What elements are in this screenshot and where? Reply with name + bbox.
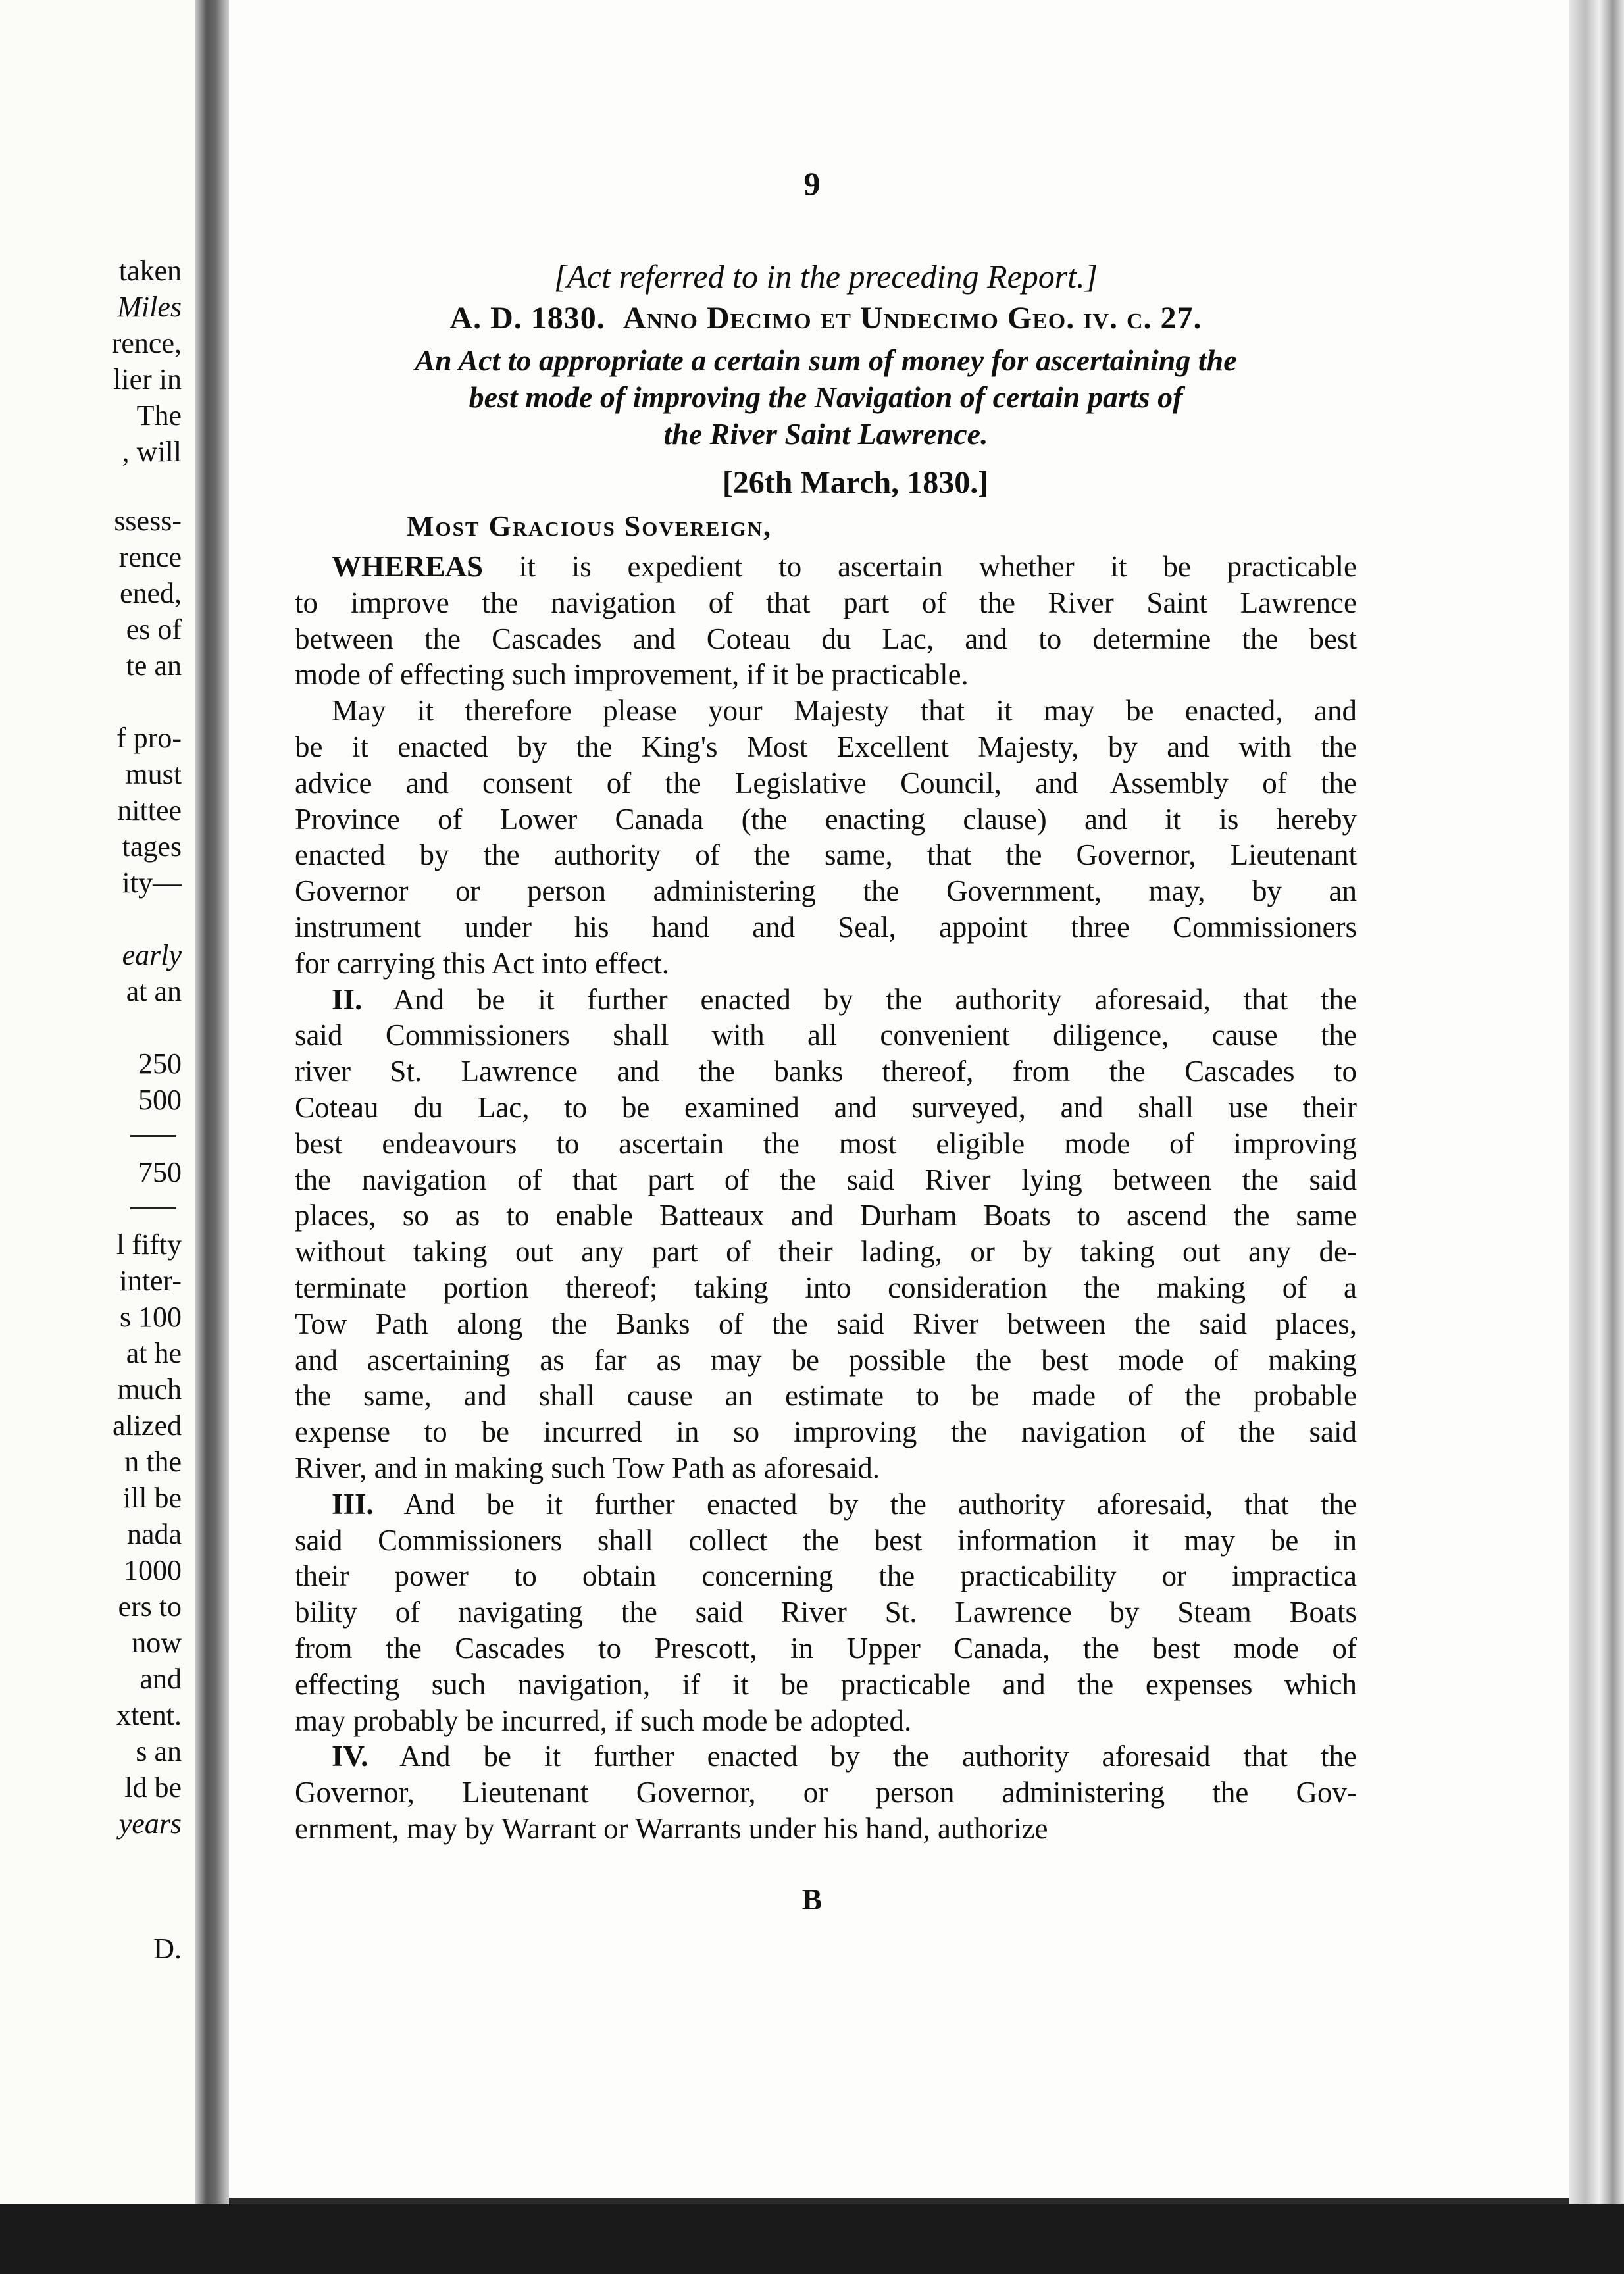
- left-page-fragment: 1000: [124, 1554, 182, 1586]
- paragraph-lead: WHEREAS: [332, 550, 484, 583]
- left-page-fragment: Miles: [117, 291, 182, 323]
- act-title-line: the River Saint Lawrence.: [663, 417, 988, 451]
- left-page-fragment: te an: [126, 649, 182, 682]
- left-page-fragment: 750: [138, 1156, 182, 1188]
- paragraph-line: may probably be incurred, if such mode be adopted.: [295, 1704, 912, 1737]
- left-page-fragment: alized: [112, 1409, 182, 1442]
- left-page-fragment: at he: [126, 1337, 182, 1369]
- left-page-fragment: rence: [118, 541, 182, 573]
- paragraph-lead: IV.: [332, 1740, 368, 1773]
- act-date: [26th March, 1830.]: [722, 465, 989, 500]
- paragraph-line: [295, 1486, 1357, 1523]
- left-page-fragment: D.: [153, 1933, 182, 1965]
- left-page-fragment: ity—: [122, 867, 182, 899]
- paragraph-line: between the Cascades and Coteau du Lac, and to determine the best: [295, 622, 1357, 655]
- left-page-fragment: at an: [126, 975, 182, 1007]
- paragraph-line: bility of navigating the said River St. Lawrence by Steam Boats: [295, 1596, 1357, 1629]
- act-paragraph: [295, 1486, 1357, 1739]
- paragraph-line: Coteau du Lac, to be examined and surveyed, and shall use their: [295, 1090, 1357, 1124]
- act-title-line: An Act to appropriate a certain sum of money for ascertaining the: [415, 343, 1237, 377]
- left-page-fragment: The: [136, 399, 182, 432]
- paragraphs: [295, 549, 1357, 1847]
- document-body: [295, 257, 1357, 1847]
- referred-header: [Act referred to in the preceding Report.]: [553, 258, 1098, 295]
- act-paragraph: [295, 1738, 1357, 1846]
- paragraph-line-text: And be it further enacted by the authority aforesaid that the: [368, 1740, 1357, 1773]
- paragraph-line: [295, 1738, 1357, 1775]
- paragraph-line-text: May it therefore please your Majesty that it may be enacted, and: [332, 694, 1357, 728]
- paragraph-line: Governor or person administering the Government, may, by an: [295, 874, 1357, 908]
- paragraph-line: [295, 549, 1357, 585]
- act-paragraph: [295, 982, 1357, 1486]
- left-page-fragment: 250: [138, 1048, 182, 1080]
- act-title-line: best mode of improving the Navigation of certain parts of: [469, 380, 1183, 414]
- act-regnal-year: Anno Decimo et Undecimo Geo. iv. c. 27.: [622, 301, 1202, 336]
- left-page-fragment: n the: [124, 1446, 182, 1478]
- paragraph-line: [295, 982, 1357, 1018]
- book-gutter: [195, 0, 229, 2211]
- left-page-rule: [130, 1135, 176, 1137]
- paragraph-line-text: And be it further enacted by the authority aforesaid, that the: [362, 982, 1357, 1016]
- left-page-fragment: ill be: [122, 1482, 182, 1514]
- paragraph-lead: II.: [332, 982, 363, 1016]
- left-page-fragment: rence,: [111, 327, 182, 359]
- left-page-fragment: es of: [126, 613, 182, 645]
- act-paragraph: [295, 693, 1357, 981]
- left-page-fragment: much: [117, 1373, 182, 1405]
- paragraph-line: best endeavours to ascertain the most eligible mode of improving: [295, 1126, 1357, 1160]
- left-page-fragment: nada: [126, 1518, 182, 1550]
- paragraph-line-text: And be it further enacted by the authority aforesaid, that the: [373, 1487, 1357, 1521]
- left-page-fragment: taken: [118, 255, 182, 287]
- paragraph-lead: III.: [332, 1487, 374, 1521]
- paragraph-line: instrument under his hand and Seal, appoint three Commissioners: [295, 910, 1357, 944]
- paragraph-line: their power to obtain concerning the practicability or impractica: [295, 1559, 1357, 1593]
- paragraph-line: enacted by the authority of the same, that the Governor, Lieutenant: [295, 838, 1357, 872]
- left-page-fragment: must: [125, 758, 182, 790]
- left-facing-page: [0, 0, 195, 2211]
- paragraph-line: ernment, may by Warrant or Warrants under his hand, authorize: [295, 1811, 1048, 1845]
- paragraph-line: to improve the navigation of that part of the River Saint Lawrence: [295, 586, 1357, 619]
- left-page-fragment: ers to: [118, 1590, 182, 1623]
- left-page-rule: [130, 1207, 176, 1209]
- paragraph-line: effecting such navigation, if it be practicable and the expenses which: [295, 1667, 1357, 1701]
- paragraph-line: river St. Lawrence and the banks thereof, from the Cascades to: [295, 1055, 1357, 1088]
- left-page-fragment: early: [122, 939, 182, 971]
- paragraph-line-text: it is expedient to ascertain whether it be practicable: [483, 550, 1357, 583]
- left-page-fragment: lier in: [113, 363, 182, 395]
- left-page-fragment: nittee: [117, 794, 182, 826]
- paragraph-line: said Commissioners shall collect the best information it may be in: [295, 1523, 1357, 1557]
- left-page-fragment: now: [132, 1627, 182, 1659]
- left-page-fragment: l fifty: [116, 1228, 182, 1261]
- left-page-fragment: s an: [136, 1735, 182, 1767]
- paragraph-line: the same, and shall cause an estimate to be made of the probable: [295, 1379, 1357, 1413]
- left-page-fragment: , will: [122, 436, 182, 468]
- paragraph-line: and ascertaining as far as may be possible the best mode of making: [295, 1343, 1357, 1377]
- paragraph-line: [295, 693, 1357, 729]
- left-page-fragment: inter-: [119, 1265, 182, 1297]
- left-page-fragment: f pro-: [116, 722, 182, 754]
- paragraph-line: mode of effecting such improvement, if it be practicable.: [295, 658, 969, 692]
- act-year: A. D. 1830.: [449, 301, 605, 336]
- paragraph-line: advice and consent of the Legislative Council, and Assembly of the: [295, 766, 1357, 799]
- paragraph-line: from the Cascades to Prescott, in Upper Canada, the best mode of: [295, 1631, 1357, 1665]
- left-page-fragment: tages: [122, 830, 182, 863]
- act-citation: [295, 299, 1357, 338]
- act-title: [295, 342, 1357, 453]
- paragraph-line: Province of Lower Canada (the enacting clause) and it is hereby: [295, 802, 1357, 836]
- left-page-fragment: years: [118, 1807, 182, 1840]
- page-number: 9: [803, 165, 821, 202]
- left-page-fragment: ened,: [119, 577, 182, 609]
- left-page-fragment: ssess-: [114, 505, 182, 537]
- left-page-fragment: ld be: [124, 1771, 182, 1804]
- paragraph-line: Governor, Lieutenant Governor, or person administering the Gov-: [295, 1776, 1357, 1809]
- salutation: Most Gracious Sovereign,: [407, 510, 773, 542]
- paragraph-line: for carrying this Act into effect.: [295, 946, 669, 980]
- paragraph-line: the navigation of that part of the said River lying between the said: [295, 1163, 1357, 1196]
- paragraph-line: terminate portion thereof; taking into consideration the making of a: [295, 1271, 1357, 1304]
- left-page-fragment: s 100: [119, 1301, 182, 1333]
- signature-mark: B: [801, 1882, 823, 1916]
- paragraph-line: expense to be incurred in so improving the navigation of the said: [295, 1415, 1357, 1449]
- paragraph-line: said Commissioners shall with all convenient diligence, cause the: [295, 1019, 1357, 1052]
- left-page-fragment: xtent.: [116, 1699, 182, 1731]
- scan-border: [0, 2204, 1624, 2274]
- page-edge-stack: [1569, 0, 1624, 2211]
- paragraph-line: places, so as to enable Batteaux and Durham Boats to ascend the same: [295, 1199, 1357, 1232]
- act-paragraph: [295, 549, 1357, 693]
- left-page-fragment: and: [140, 1663, 182, 1695]
- paragraph-line: be it enacted by the King's Most Excellent Majesty, by and with the: [295, 730, 1357, 763]
- paragraph-line: without taking out any part of their lading, or by taking out any de-: [295, 1235, 1357, 1269]
- left-page-fragment: 500: [138, 1084, 182, 1116]
- paragraph-line: Tow Path along the Banks of the said River between the said places,: [295, 1307, 1357, 1340]
- paragraph-line: River, and in making such Tow Path as aforesaid.: [295, 1451, 880, 1484]
